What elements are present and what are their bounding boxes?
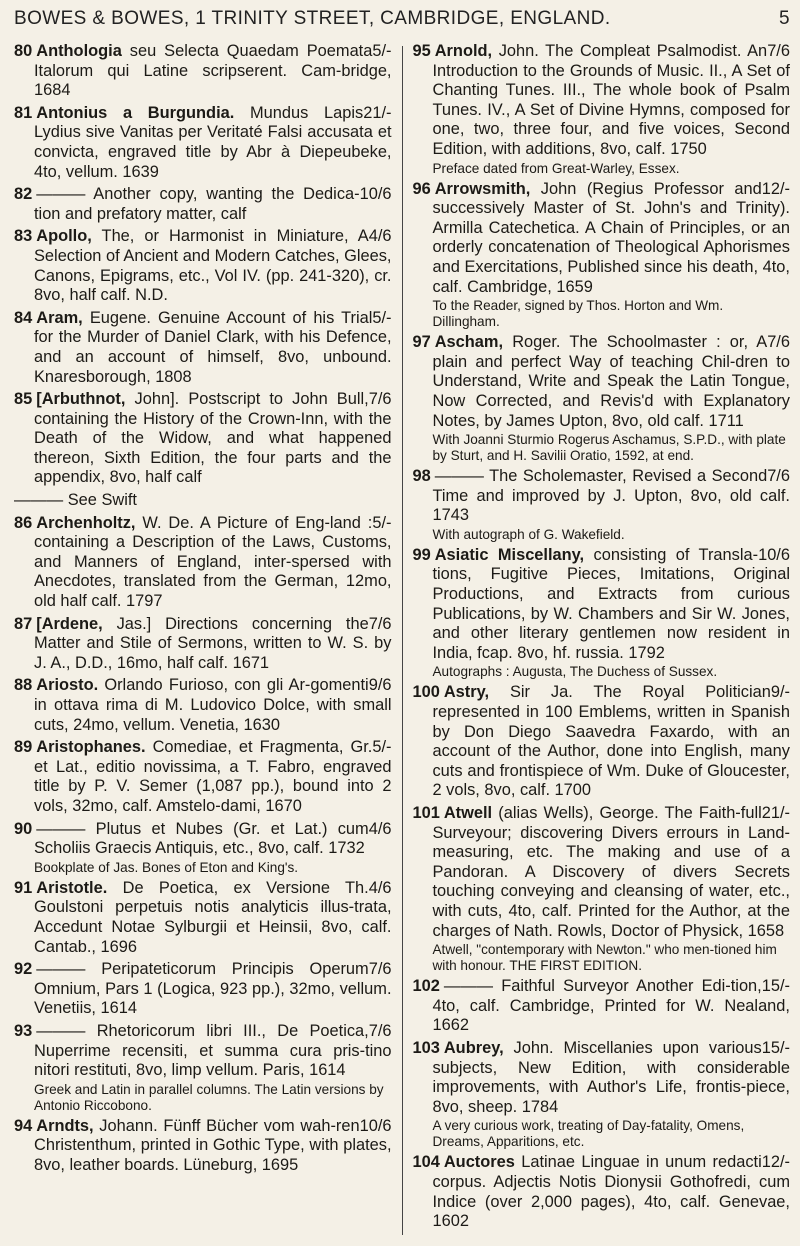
entry-description: John]. Postscript to John Bull, containing the History of the Crown-Inn, with the Death of the Widow, and what happened thereon, Sixth Edition, the four parts and the appendix, 8vo, half calf xyxy=(34,390,392,487)
entry-heading: Atwell xyxy=(443,804,493,822)
entry-number: 91 xyxy=(14,878,33,897)
entry-price: 4/6 xyxy=(368,878,392,897)
entry-price: 12/- xyxy=(761,179,790,198)
entry-price: 7/6 xyxy=(368,390,392,409)
entry-number: 86 xyxy=(14,513,33,532)
entry-number: 97 xyxy=(412,333,431,352)
catalogue-entry xyxy=(412,467,790,526)
entry-description: (alias Wells), George. The Faith-full Surveyour; discovering Divers errours in Land-measuring, etc. The making and use of a Pandoran. A Discovery of divers Secrets touching conveying and cleansing of water, etc., with cuts, 4to, calf. Printed for the Author, at the charges of Nath. Rowls, Doctor of Physick, 1658 xyxy=(432,804,790,940)
entry-description: W. De. A Picture of Eng-land : containing a Description of the Laws, Customs, and Manners of England, inter-spersed with Anecdotes, translated from the German, 12mo, old half calf. 1797 xyxy=(34,513,392,611)
entry-number: 83 xyxy=(14,227,33,246)
catalogue-entry xyxy=(14,960,392,1019)
entry-price: 9/- xyxy=(770,683,790,702)
catalogue-entry xyxy=(412,977,790,1036)
entry-price: 7/6 xyxy=(767,467,790,486)
catalogue-entry xyxy=(14,104,392,182)
entry-number: 80 xyxy=(14,42,33,60)
entry-price: 9/6 xyxy=(368,676,392,695)
entry-number: 87 xyxy=(14,614,33,633)
entry-description: ——— Plutus et Nubes (Gr. et Lat.) cum Scholiis Graecis Antiquis, etc., 8vo, calf. 1732 xyxy=(34,819,369,858)
entry-note: A very curious work, treating of Day-fatality, Omens, Dreams, Apparitions, etc. xyxy=(432,1118,745,1150)
entry-description: Jas.] Directions concerning the Matter and Stile of Sermons, written to W. S. by J. A., D.D., 16mo, half calf. 1671 xyxy=(34,614,392,672)
catalogue-entry xyxy=(14,615,392,674)
entry-description: The, or Harmonist in Miniature, A Selection of Ancient and Modern Catches, Glees, Canons, Epigrams, etc., Vol IV. (pp. 241-320), cr. 8vo, half calf. N.D. xyxy=(34,227,392,305)
entry-description: Latinae Linguae in unum redacti corpus. Adjectis Notis Dionysii Gothofredi, cum Indice (over 2,000 pages), 4to, calf. Genevae, 1602 xyxy=(432,1153,790,1231)
entry-note: With Joanni Sturmio Rogerus Aschamus, S.P.D., with plate by Sturt, and H. Savilii Oratio, 1592, at end. xyxy=(432,432,786,464)
entry-number: 93 xyxy=(14,1021,33,1040)
entry-price: 10/6 xyxy=(758,545,790,564)
entry-heading: [Arbuthnot, xyxy=(36,390,126,409)
entry-heading: Asiatic Miscellany, xyxy=(434,545,585,564)
header-title: BOWES & BOWES, 1 TRINITY STREET, CAMBRIDGE, ENGLAND. xyxy=(14,8,611,29)
catalogue-entry xyxy=(412,42,790,160)
entry-price: 5/- xyxy=(372,308,392,327)
catalogue-entry xyxy=(14,1022,392,1081)
entry-price: 5/- xyxy=(372,513,392,532)
entry-note: With autograph of G. Wakefield. xyxy=(432,526,625,542)
catalogue-entry xyxy=(14,185,392,224)
catalogue-entry xyxy=(412,683,790,801)
page-number: 5 xyxy=(779,8,790,29)
entry-description: Orlando Furioso, con gli Ar-gomenti in ottava rima di M. Ludovico Dolce, with small cuts, 24mo, vellum. Venetia, 1630 xyxy=(34,676,392,734)
catalogue-entry xyxy=(14,738,392,816)
entry-description: De Poetica, ex Versione Th. Goulstoni perpetuis notis analyticis illus-trata, Accedunt Notae Sylburgii et Heinsii, 8vo, calf. Cantab., 1696 xyxy=(34,878,392,956)
entry-description: consisting of Transla-tions, Fugitive Pieces, Imitations, Original Productions, and Extracts from curious Publications, by W. Chambers and Sir W. Jones, and other literary gentlemen now resident in India, fcap. 8vo, hf. russia. 1792 xyxy=(432,545,790,662)
entry-heading: [Ardene, xyxy=(36,614,103,633)
entry-number: 90 xyxy=(14,819,33,838)
entry-heading: Arrowsmith, xyxy=(434,179,531,198)
entry-number: 81 xyxy=(14,103,33,122)
entry-price: 15/- xyxy=(761,977,790,996)
page-header xyxy=(14,8,790,30)
entry-price: 21/- xyxy=(761,804,790,822)
entry-description: Roger. The Schoolmaster : or, A plain and perfect Way of teaching Chil-dren to Understand, Write and Speak the Latin Tongue, Now Corrected, and Revis'd with Explanatory Notes, by James Upton, 8vo, old calf. 1711 xyxy=(432,333,790,430)
entry-heading: Arndts, xyxy=(36,1116,94,1135)
entry-description: seu Selecta Quaedam Poemata Italorum qui Latine scripserent. Cam-bridge, 1684 xyxy=(34,42,392,100)
entry-heading: Ascham, xyxy=(434,333,504,352)
entry-heading: Antonius a Burgundia. xyxy=(36,103,235,122)
entry-number: 101 xyxy=(412,804,440,822)
catalogue-entry xyxy=(14,42,392,101)
entry-description: Johann. Fünff Bücher vom wah-ren Christenthum, printed in Gothic Type, with plates, 8vo, leather boards. Lüneburg, 1695 xyxy=(34,1116,392,1174)
catalogue-entry xyxy=(412,1039,790,1117)
entry-description: John. Miscellanies upon various subjects, New Edition, with considerable improvements, with Author's Life, frontis-piece, 8vo, sheep. 1784 xyxy=(432,1038,790,1116)
entry-description: ——— Faithful Surveyor Another Edi-tion, 4to, calf. Cambridge, Printed for W. Nealand, 1662 xyxy=(432,977,790,1035)
entry-price: 5/- xyxy=(372,738,392,757)
entry-description: Eugene. Genuine Account of his Trial for the Murder of Daniel Clark, with his Defence, and an account of himself, 8vo, unbound. Knaresborough, 1808 xyxy=(34,308,392,386)
entry-number: 95 xyxy=(412,42,431,60)
entry-note: Autographs : Augusta, The Duchess of Sussex. xyxy=(432,664,718,680)
entry-price: 15/- xyxy=(761,1038,790,1057)
entry-price: 5/- xyxy=(372,42,392,60)
entry-description: ——— Another copy, wanting the Dedica-tion and prefatory matter, calf xyxy=(34,185,360,223)
entry-heading: Anthologia xyxy=(36,42,122,60)
entry-number: 92 xyxy=(14,960,33,979)
entry-heading: Archenholtz, xyxy=(36,513,136,532)
entry-description: John (Regius Professor and successively Master of St. John's and Trinity). Armilla Catechetica. A Chain of Principles, or an orderly concatenation of Theological Aphorismes and Exercitations, Published since his death, 4to, calf. Cambridge, 1659 xyxy=(432,179,790,296)
entry-number: 89 xyxy=(14,738,33,757)
entry-note: To the Reader, signed by Thos. Horton and Wm. Dillingham. xyxy=(432,298,724,330)
entry-heading: Auctores xyxy=(443,1153,515,1172)
entry-price: 10/6 xyxy=(359,1116,392,1135)
catalogue-entry xyxy=(14,227,392,305)
catalogue-entry xyxy=(412,180,790,298)
catalogue-entry xyxy=(14,491,392,511)
entry-number: 96 xyxy=(412,179,431,198)
entry-number: 99 xyxy=(412,545,431,564)
entry-heading: Apollo, xyxy=(36,227,92,246)
entry-heading: Aubrey, xyxy=(443,1038,504,1057)
entry-number: 103 xyxy=(412,1038,440,1057)
entry-number: 94 xyxy=(14,1116,33,1135)
entry-heading: Astry, xyxy=(443,683,490,702)
entry-price: 4/6 xyxy=(368,819,392,838)
catalogue-entry xyxy=(412,1153,790,1231)
entry-price: 4/6 xyxy=(368,227,392,246)
entry-number: 82 xyxy=(14,185,33,204)
catalogue-entry xyxy=(412,546,790,664)
entry-description: John. The Compleat Psalmodist. An Introduction to the Grounds of Music. II., A Set of Chanting Tunes. III., The whole book of Psalm Tunes. IV., A Set of Divine Hymns, composed for one, two, three four, and five voices, Second Edition, with additions, 8vo, calf. 1750 xyxy=(432,42,790,158)
entry-price: 7/6 xyxy=(368,960,392,979)
entry-heading: Aristophanes. xyxy=(36,738,146,757)
entry-description: Sir Ja. The Royal Politician represented in 100 Emblems, written in Spanish by Don Diego Saavedra Faxardo, with an account of the Author, done into English, many cuts and frontispiece of Wm. Duke of Gloucester, 2 vols, 8vo, calf. 1700 xyxy=(432,683,790,800)
catalogue-entry xyxy=(14,820,392,859)
entry-heading: Ariosto. xyxy=(36,676,99,695)
right-column xyxy=(402,42,790,1235)
entry-price: 10/6 xyxy=(359,185,392,204)
entry-note: Preface dated from Great-Warley, Essex. xyxy=(432,160,680,176)
entry-note: Atwell, "contemporary with Newton." who men-tioned him with honour. THE FIRST EDITION. xyxy=(432,942,777,974)
entry-note: Bookplate of Jas. Bones of Eton and King's. xyxy=(34,859,299,875)
entry-number: 88 xyxy=(14,676,33,695)
entry-note: Greek and Latin in parallel columns. The Latin versions by Antonio Riccobono. xyxy=(34,1081,384,1113)
entry-number: 98 xyxy=(412,467,431,486)
entry-description: ——— The Scholemaster, Revised a Second Time and improved by J. Upton, 8vo, old calf. 1743 xyxy=(432,467,790,525)
entry-number: 104 xyxy=(412,1153,440,1172)
entry-price: 7/6 xyxy=(368,1021,392,1040)
catalogue-entry xyxy=(14,309,392,387)
catalogue-entry xyxy=(412,804,790,941)
catalogue-entry xyxy=(14,879,392,957)
catalogue-entry xyxy=(14,514,392,612)
left-column xyxy=(14,42,402,1235)
catalogue-entry xyxy=(412,333,790,431)
entry-price: 7/6 xyxy=(767,333,790,352)
entry-heading: Arnold, xyxy=(434,42,493,60)
catalogue-entry xyxy=(14,676,392,735)
catalogue-entry xyxy=(14,1117,392,1176)
entry-description: ——— Peripateticorum Principis Operum Omnium, Pars 1 (Logica, 923 pp.), 32mo, vellum. Venetiis, 1614 xyxy=(34,960,392,1018)
catalogue-entry xyxy=(14,390,392,488)
entry-price: 21/- xyxy=(363,103,392,122)
entry-description: Mundus Lapis Lydius sive Vanitas per Veritaté Falsi accusata et convicta, engraved title by Abr à Diepeubeke, 4to, vellum. 1639 xyxy=(34,103,392,181)
catalogue-columns xyxy=(14,42,790,1235)
entry-price: 12/- xyxy=(761,1153,790,1172)
entry-number: 85 xyxy=(14,390,33,409)
entry-description: Comediae, et Fragmenta, Gr. et Lat., editio novissima, a T. Fabro, engraved title by P. V. Semer (1,087 pp.), bound into 2 vols, 32mo, calf. Amstelo-dami, 1670 xyxy=(34,738,392,815)
entry-price: 7/6 xyxy=(368,614,392,633)
entry-heading: Aram, xyxy=(36,308,83,327)
entry-heading: Aristotle. xyxy=(36,878,108,897)
entry-number: 102 xyxy=(412,977,440,996)
entry-number: 84 xyxy=(14,308,33,327)
entry-number: 100 xyxy=(412,683,440,702)
entry-description: ——— See Swift xyxy=(14,491,137,510)
entry-price: 7/6 xyxy=(767,42,790,60)
entry-description: ——— Rhetoricorum libri III., De Poetica, Nuperrime recensiti, et summa cura pris-tino nitori restituti, 8vo, limp vellum. Paris, 1614 xyxy=(34,1021,392,1080)
